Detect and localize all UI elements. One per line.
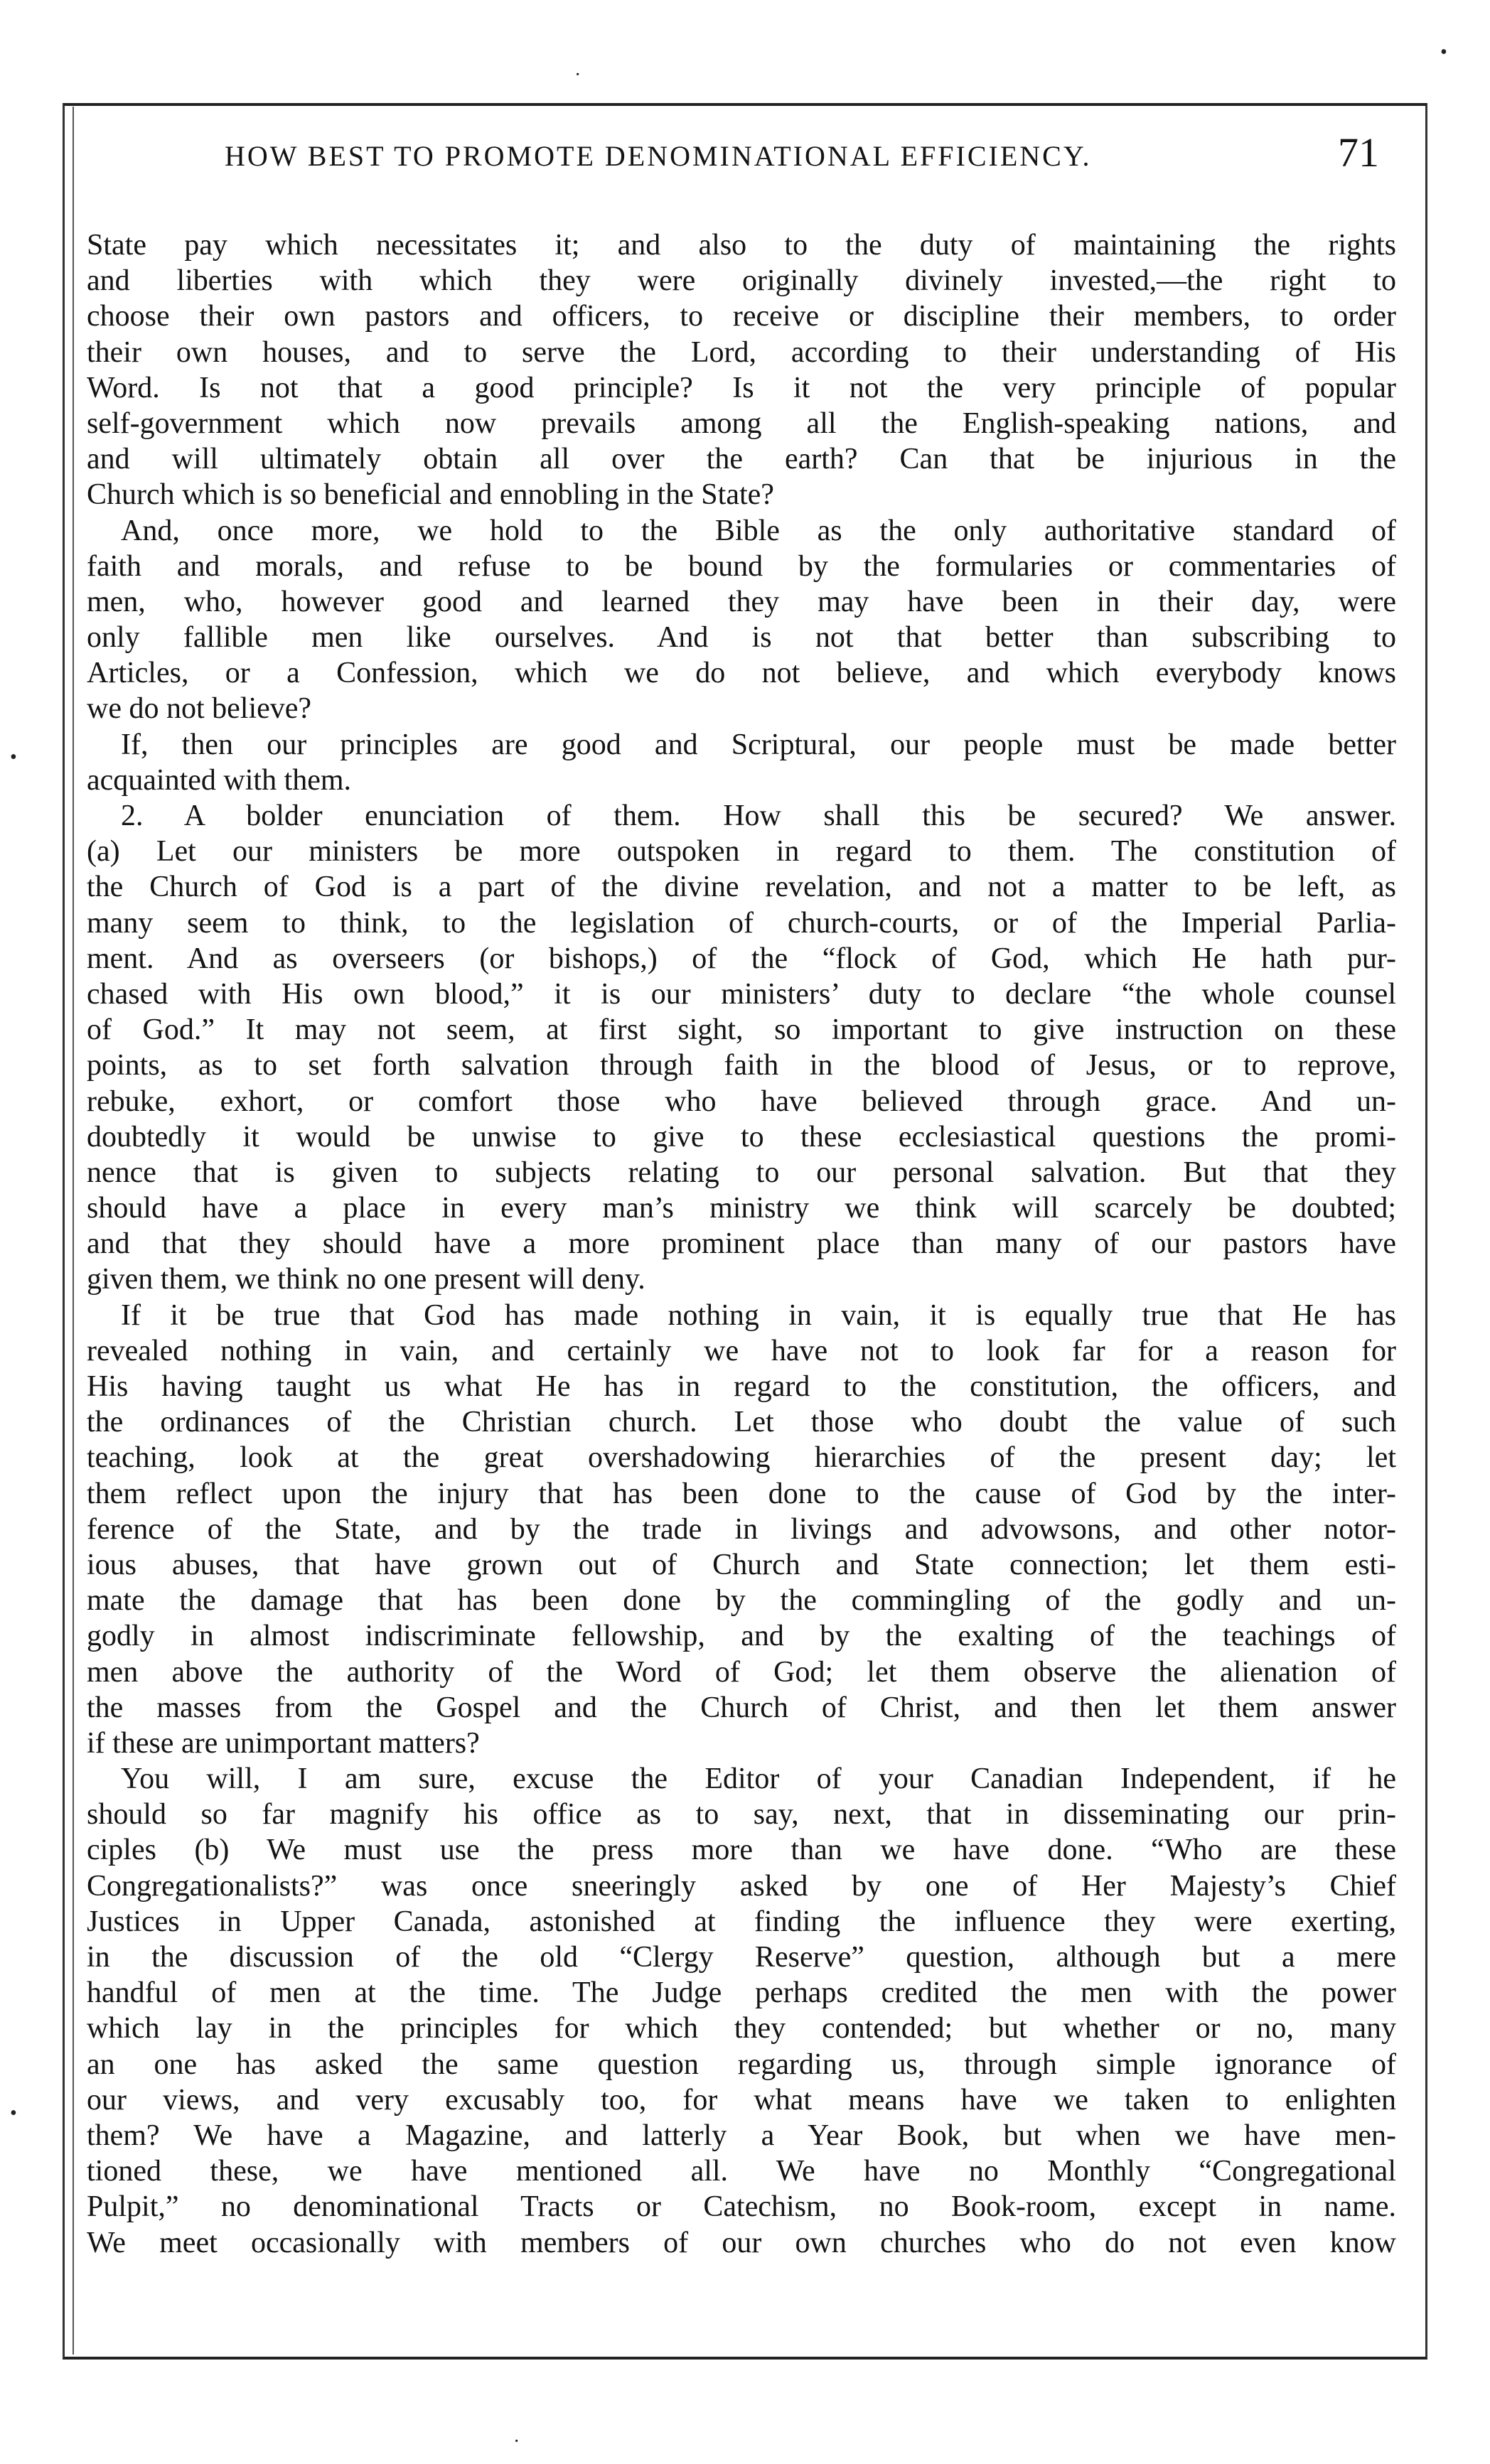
text-line: their own houses, and to serve the Lord, according to their understanding of His xyxy=(87,335,1396,369)
text-line: men, who, however good and learned they may have been in their day, were xyxy=(87,585,1396,618)
text-line: acquainted with them. xyxy=(87,763,352,797)
print-speck: · xyxy=(513,2431,520,2453)
text-line: should have a place in every man’s ministry we think will scarcely be doubted; xyxy=(87,1192,1396,1225)
text-line: If, then our principles are good and Scriptural, our people must be made better xyxy=(121,728,1396,761)
text-line: doubtedly it would be unwise to give to these ecclesiastical questions the promi- xyxy=(87,1120,1396,1153)
text-line: Justices in Upper Canada, astonished at finding the influence they were exerting, xyxy=(87,1905,1396,1938)
text-line: points, as to set forth salvation through faith in the blood of Jesus, or to reprove, xyxy=(87,1049,1396,1082)
text-line: Congregationalists?” was once sneeringly asked by one of Her Majesty’s Chief xyxy=(87,1869,1396,1903)
text-line: of God.” It may not seem, at first sight, so important to give instruction on these xyxy=(87,1013,1396,1047)
text-line: godly in almost indiscriminate fellowship, and by the exalting of the teachings of xyxy=(87,1620,1396,1653)
text-line: We meet occasionally with members of our own churches who do not even know xyxy=(87,2226,1396,2259)
print-speck: • xyxy=(10,2102,17,2124)
text-line: and will ultimately obtain all over the earth? Can that be injurious in the xyxy=(87,443,1396,476)
text-line: handful of men at the time. The Judge perhaps credited the men with the power xyxy=(87,1976,1396,2010)
text-line: an one has asked the same question regarding us, through simple ignorance of xyxy=(87,2048,1396,2081)
text-line: we do not believe? xyxy=(87,692,312,726)
text-line: them reflect upon the injury that has been done to the cause of God by the inter- xyxy=(87,1477,1396,1510)
text-line: ious abuses, that have grown out of Church and State connection; let them esti- xyxy=(87,1548,1396,1581)
text-line: (a) Let our ministers be more outspoken in regard to them. The constitution of xyxy=(87,835,1396,868)
text-line: Articles, or a Confession, which we do not believe, and which everybody knows xyxy=(87,657,1396,690)
text-line: our views, and very excusably too, for what means have we taken to enlighten xyxy=(87,2083,1396,2116)
text-line: only fallible men like ourselves. And is not that better than subscribing to xyxy=(87,621,1396,655)
page-number: 71 xyxy=(1338,129,1379,176)
print-speck: • xyxy=(1440,41,1447,63)
text-line: and that they should have a more prominent place than many of our pastors have xyxy=(87,1227,1396,1261)
text-line: ment. And as overseers (or bishops,) of the “flock of God, which He hath pur- xyxy=(87,942,1396,975)
text-line: rebuke, exhort, or comfort those who have believed through grace. And un- xyxy=(87,1085,1396,1118)
text-line: if these are unimportant matters? xyxy=(87,1726,480,1760)
text-line: mate the damage that has been done by the commingling of the godly and un- xyxy=(87,1584,1396,1618)
text-line: chased with His own blood,” it is our ministers’ duty to declare “the whole counsel xyxy=(87,977,1396,1011)
text-line: the masses from the Gospel and the Church of Christ, and then let them answer xyxy=(87,1691,1396,1724)
print-speck: · xyxy=(574,64,581,86)
text-line: If it be true that God has made nothing in vain, it is equally true that He has xyxy=(121,1298,1396,1332)
text-line: Word. Is not that a good principle? Is it not the very principle of popular xyxy=(87,371,1396,404)
text-line: the Church of God is a part of the divine revelation, and not a matter to be left, as xyxy=(87,871,1396,904)
text-line: men above the authority of the Word of God; let them observe the alienation of xyxy=(87,1655,1396,1689)
print-speck: • xyxy=(10,746,17,768)
text-line: them? We have a Magazine, and latterly a Year Book, but when we have men- xyxy=(87,2119,1396,2152)
text-line: revealed nothing in vain, and certainly we have not to look far for a reason for xyxy=(87,1334,1396,1367)
text-line: faith and morals, and refuse to be bound by the formularies or commentaries of xyxy=(87,549,1396,583)
text-line: 2. A bolder enunciation of them. How shall this be secured? We answer. xyxy=(121,800,1396,832)
text-line: should so far magnify his office as to say, next, that in disseminating our prin- xyxy=(87,1798,1396,1831)
text-line: self-government which now prevails among all the English-speaking nations, and xyxy=(87,407,1396,440)
text-line: nence that is given to subjects relating to our personal salvation. But that they xyxy=(87,1156,1396,1189)
text-line: teaching, look at the great overshadowing hierarchies of the present day; let xyxy=(87,1441,1396,1475)
text-line: Pulpit,” no denominational Tracts or Catechism, no Book-room, except in name. xyxy=(87,2190,1396,2224)
text-line: State pay which necessitates it; and also to the duty of maintaining the rights xyxy=(87,229,1396,262)
text-line: which lay in the principles for which they contended; but whether or no, many xyxy=(87,2012,1396,2045)
text-line: His having taught us what He has in regard to the constitution, the officers, and xyxy=(87,1370,1396,1403)
text-line: the ordinances of the Christian church. Let those who doubt the value of such xyxy=(87,1406,1396,1439)
text-line: Church which is so beneficial and ennobling in the State? xyxy=(87,478,774,512)
inner-left-rule xyxy=(73,107,74,2355)
text-line: ference of the State, and by the trade in livings and advowsons, and other notor- xyxy=(87,1512,1396,1546)
text-line: And, once more, we hold to the Bible as the only authoritative standard of xyxy=(121,514,1396,547)
text-line: ciples (b) We must use the press more than we have done. “Who are these xyxy=(87,1834,1396,1867)
text-line: tioned these, we have mentioned all. We have no Monthly “Congregational xyxy=(87,2155,1396,2188)
text-line: and liberties with which they were originally divinely invested,—the right to xyxy=(87,264,1396,298)
body-text xyxy=(87,227,1396,2261)
text-line: given them, we think no one present will deny. xyxy=(87,1263,645,1296)
text-line: many seem to think, to the legislation of church-courts, or of the Imperial Parlia- xyxy=(87,906,1396,940)
running-title: HOW BEST TO PROMOTE DENOMINATIONAL EFFICIENCY. xyxy=(225,140,1092,172)
text-line: in the discussion of the old “Clergy Reserve” question, although but a mere xyxy=(87,1941,1396,1974)
text-line: You will, I am sure, excuse the Editor of your Canadian Independent, if he xyxy=(121,1763,1396,1796)
text-line: choose their own pastors and officers, to receive or discipline their members, to order xyxy=(87,300,1396,333)
